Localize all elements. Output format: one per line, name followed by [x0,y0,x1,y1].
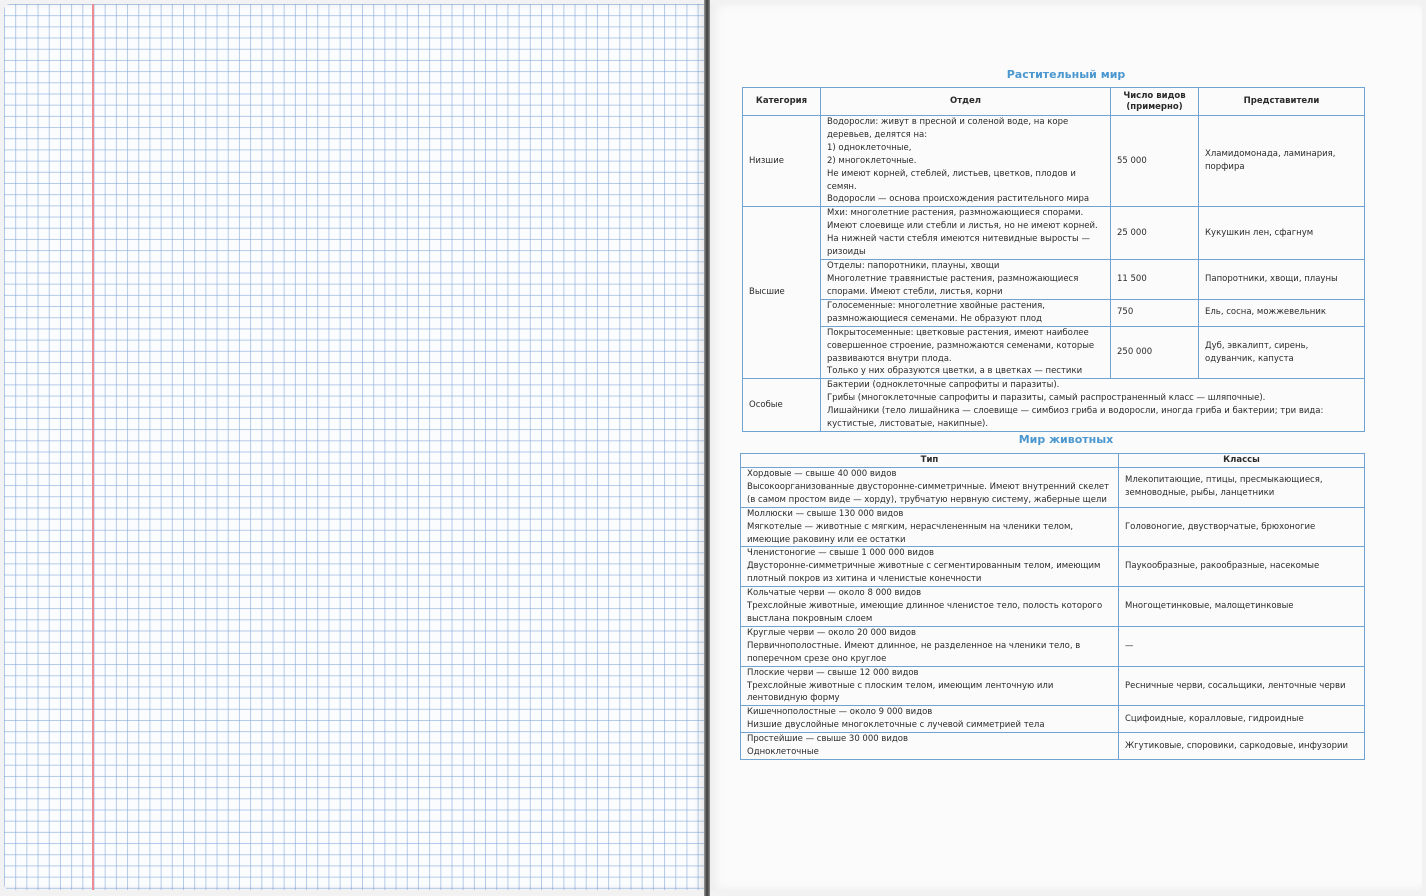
reference-page [710,4,1422,890]
table-row [743,116,1365,207]
classes-cell: Сцифоидные, коралловые, гидроидные [1119,706,1365,733]
division-cell: Отделы: папоротники, плауны, хвощи Многолетние травянистые растения, размножающиеся спорами. Имеют стебли, листья, корни [821,259,1111,299]
table-row [743,326,1365,379]
count-cell: 11 500 [1111,259,1199,299]
plants-header-row [743,88,1365,116]
table-row [743,379,1365,432]
type-cell: Моллюски — свыше 130 000 видов Мягкотелые — животные с мягким, нерасчлененным на членики телом, имеющие раковину или ее остатки [741,507,1119,547]
representatives-cell: Ель, сосна, можжевельник [1199,299,1365,326]
table-row [743,207,1365,260]
classes-cell: Млекопитающие, птицы, пресмыкающиеся, земноводные, рыбы, ланцетники [1119,468,1365,508]
representatives-cell: Папоротники, хвощи, плауны [1199,259,1365,299]
count-cell: 750 [1111,299,1199,326]
type-cell: Простейшие — свыше 30 000 видов Одноклеточные [741,733,1119,760]
header-representatives: Представители [1199,88,1365,116]
plants-title: Растительный мир [1006,68,1126,81]
animals-title: Мир животных [1018,433,1114,446]
count-cell: 25 000 [1111,207,1199,260]
count-cell: 55 000 [1111,116,1199,207]
table-row [741,666,1365,706]
category-cell: Высшие [743,207,821,379]
header-category: Категория [743,88,821,116]
division-cell: Голосеменные: многолетние хвойные растения, размножающиеся семенами. Не образуют плод [821,299,1111,326]
count-cell: 250 000 [1111,326,1199,379]
classes-cell: Ресничные черви, сосальщики, ленточные черви [1119,666,1365,706]
table-row [741,733,1365,760]
type-cell: Хордовые — свыше 40 000 видов Высокоорганизованные двусторонне-симметричные. Имеют внутренний скелет (в самом простом виде — хорду), трубчатую нервную систему, жаберные щели [741,468,1119,508]
classes-cell: — [1119,626,1365,666]
type-cell: Круглые черви — около 20 000 видов Первичнополостные. Имеют длинное, не разделенное на членики тело, в поперечном срезе оно круглое [741,626,1119,666]
classes-cell: Паукообразные, ракообразные, насекомые [1119,547,1365,587]
animals-header-row [741,454,1365,468]
header-count: Число видов (примерно) [1111,88,1199,116]
category-cell: Особые [743,379,821,432]
table-row [741,626,1365,666]
type-cell: Членистоногие — свыше 1 000 000 видов Двусторонне-симметричные животные с сегментированным телом, имеющим плотный покров из хитина и членистые конечности [741,547,1119,587]
type-cell: Кольчатые черви — около 8 000 видов Трехслойные животные, имеющие длинное членистое тело, полость которого выстлана покровным слоем [741,587,1119,627]
division-cell: Покрытосеменные: цветковые растения, имеют наиболее совершенное строение, размножаются семенами, которые развиваются внутри плода. Только у них образуются цветки, а в цветках — пестики [821,326,1111,379]
table-row [741,507,1365,547]
representatives-cell: Кукушкин лен, сфагнум [1199,207,1365,260]
table-row [741,468,1365,508]
table-row [741,587,1365,627]
header-division: Отдел [821,88,1111,116]
division-cell: Водоросли: живут в пресной и соленой воде, на коре деревьев, делятся на: 1) одноклеточные, 2) многоклеточные. Не имеют корней, стеблей, листьев, цветков, плодов и семян. Водоросли — основа происхождения растительного мира [821,116,1111,207]
table-row [741,547,1365,587]
classes-cell: Жгутиковые, споровики, саркодовые, инфузории [1119,733,1365,760]
type-cell: Кишечнополостные — около 9 000 видов Низшие двуслойные многоклеточные с лучевой симметрией тела [741,706,1119,733]
classes-cell: Многощетинковые, малощетинковые [1119,587,1365,627]
animals-table [740,453,1365,760]
plants-table [742,87,1365,432]
classes-cell: Головоногие, двустворчатые, брюхоногие [1119,507,1365,547]
grid-paper-page [4,4,704,890]
margin-line [92,4,94,890]
type-cell: Плоские черви — свыше 12 000 видов Трехслойные животные с плоским телом, имеющим ленточную или лентовидную форму [741,666,1119,706]
header-type: Тип [741,454,1119,468]
header-classes: Классы [1119,454,1365,468]
division-cell: Бактерии (одноклеточные сапрофиты и паразиты). Грибы (многоклеточные сапрофиты и паразиты, самый распространенный класс — шляпочные). Лишайники (тело лишайника — слоевище — симбиоз гриба и водоросли, иногда гриба и бактерии; три вида: кустистые, листоватые, накипные). [821,379,1365,432]
table-row [743,259,1365,299]
representatives-cell: Хламидомонада, ламинария, порфира [1199,116,1365,207]
division-cell: Мхи: многолетние растения, размножающиеся спорами. Имеют слоевище или стебли и листья, но не имеют корней. На нижней части стебля имеются нитевидные выросты — ризоиды [821,207,1111,260]
representatives-cell: Дуб, эвкалипт, сирень, одуванчик, капуста [1199,326,1365,379]
table-row [741,706,1365,733]
category-cell: Низшие [743,116,821,207]
table-row [743,299,1365,326]
